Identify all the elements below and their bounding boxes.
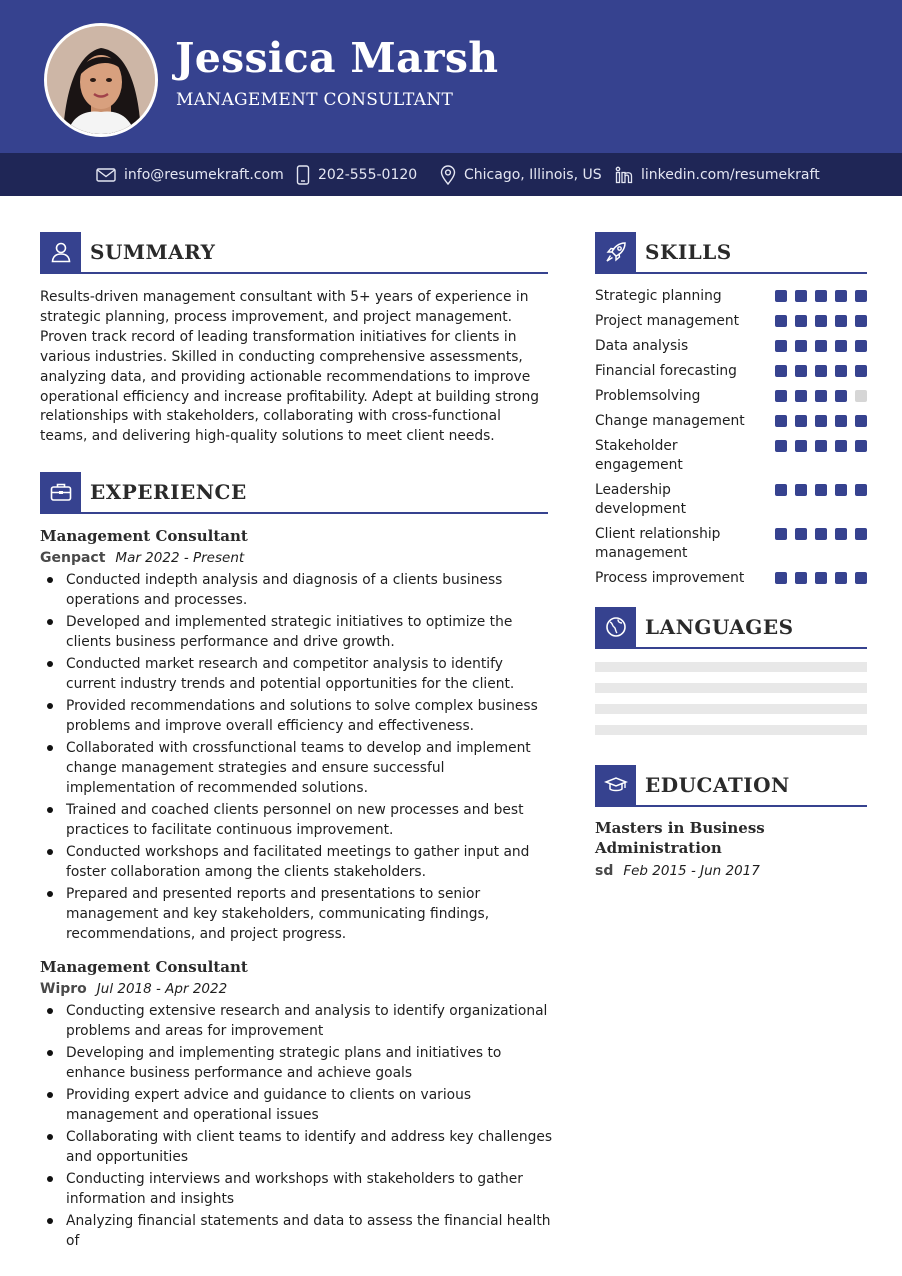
skill-label: Client relationship management xyxy=(595,526,721,561)
portrait-image xyxy=(47,26,155,134)
skill-label: Financial forecasting xyxy=(595,363,737,379)
job-bullets xyxy=(66,1001,552,1253)
contact-email-text: info@resumekraft.com xyxy=(124,166,284,183)
company-name: Genpact xyxy=(40,550,106,566)
skill-label: Change management xyxy=(595,413,745,429)
rating-dot-filled xyxy=(815,340,827,352)
skill-rating xyxy=(775,390,875,402)
summary-text: Results-driven management consultant with 5+ years of experience in strategic planning, process improvement, and project management. Proven track record of leading transformation initiatives for clients in various industries. Skilled in conducting comprehensive assessments, analyzing data, and providing actionable recommendations to improve operational efficiency and increase profitability. Adept at building strong relationships with stakeholders, collaborating with cross-functional teams, and delivering high-quality solutions to meet client needs. xyxy=(40,289,539,445)
job-meta xyxy=(40,548,244,568)
skill-rating xyxy=(775,290,875,302)
skill-label: Stakeholder engagement xyxy=(595,438,683,473)
rating-dot-filled xyxy=(815,572,827,584)
rating-dot-filled xyxy=(815,440,827,452)
section-icon-box xyxy=(595,765,636,805)
education-dates: Feb 2015 - Jun 2017 xyxy=(623,863,760,879)
rating-dot-filled xyxy=(775,315,787,327)
rating-dot-filled xyxy=(835,365,847,377)
skill-rating xyxy=(775,528,875,540)
list-item: Developing and implementing strategic plans and initiatives to enhance business performance and achieve goals xyxy=(66,1043,552,1083)
contact-email[interactable] xyxy=(96,153,284,196)
rating-dot-filled xyxy=(775,365,787,377)
rating-dot-filled xyxy=(775,340,787,352)
education-section-header xyxy=(595,765,867,807)
skill-label: Project management xyxy=(595,313,740,329)
contact-phone-text: 202-555-0120 xyxy=(318,166,418,183)
language-placeholder-bar xyxy=(595,704,867,714)
skill-rating xyxy=(775,415,875,427)
rating-dot-filled xyxy=(775,415,787,427)
list-item: Providing expert advice and guidance to clients on various management and operational issues xyxy=(66,1085,552,1125)
rating-dot-filled xyxy=(775,484,787,496)
phone-icon xyxy=(296,165,310,185)
contact-linkedin[interactable] xyxy=(615,153,820,196)
education-degree: Masters in Business Administration xyxy=(595,819,765,857)
section-icon-box xyxy=(595,607,636,647)
contact-location-text: Chicago, Illinois, US xyxy=(464,166,602,183)
skill-label: Process improvement xyxy=(595,570,745,586)
rating-dot-filled xyxy=(855,572,867,584)
summary-section-header xyxy=(40,232,548,274)
section-icon-box xyxy=(40,232,81,272)
contact-bar xyxy=(0,153,902,196)
job-dates: Jul 2018 - Apr 2022 xyxy=(96,981,228,997)
contact-location xyxy=(440,153,602,196)
rating-dot-filled xyxy=(795,390,807,402)
rating-dot-filled xyxy=(855,315,867,327)
education-meta xyxy=(595,861,760,881)
list-item: Conducting extensive research and analysis to identify organizational problems and areas for improvement xyxy=(66,1001,552,1041)
list-item: Conducting interviews and workshops with stakeholders to gather information and insights xyxy=(66,1169,552,1209)
skill-label: Data analysis xyxy=(595,338,689,354)
experience-section-header xyxy=(40,472,548,514)
rating-dot-filled xyxy=(835,315,847,327)
skill-label: Strategic planning xyxy=(595,288,722,304)
rating-dot-filled xyxy=(775,572,787,584)
rating-dot-filled xyxy=(795,365,807,377)
list-item: Prepared and presented reports and presentations to senior management and key stakeholders, communicating findings, recommendations, and project progress. xyxy=(66,884,552,944)
job-dates: Mar 2022 - Present xyxy=(115,550,245,566)
rating-dot-filled xyxy=(795,528,807,540)
rating-dot-filled xyxy=(815,390,827,402)
list-item: Analyzing financial statements and data to assess the financial health of xyxy=(66,1213,551,1249)
rating-dot-filled xyxy=(815,484,827,496)
skill-rating xyxy=(775,572,875,584)
rating-dot-filled xyxy=(815,528,827,540)
languages-heading: LANGUAGES xyxy=(645,615,794,639)
skill-rating xyxy=(775,315,875,327)
rating-dot-filled xyxy=(795,415,807,427)
rating-dot-filled xyxy=(795,315,807,327)
list-item: Conducted indepth analysis and diagnosis of a clients business operations and processes. xyxy=(66,570,552,610)
briefcase-icon xyxy=(50,482,72,502)
rating-dot-filled xyxy=(835,415,847,427)
list-item: Trained and coached clients personnel on new processes and best practices to facilitate continuous improvement. xyxy=(66,800,552,840)
rating-dot-filled xyxy=(775,390,787,402)
rating-dot-filled xyxy=(835,390,847,402)
contact-linkedin-text: linkedin.com/resumekraft xyxy=(641,166,820,183)
section-icon-box xyxy=(595,232,636,272)
rating-dot-filled xyxy=(815,290,827,302)
list-item: Provided recommendations and solutions to solve complex business problems and improve overall efficiency and effectiveness. xyxy=(66,696,552,736)
rating-dot-filled xyxy=(835,572,847,584)
rating-dot-filled xyxy=(855,528,867,540)
language-placeholder-bar xyxy=(595,662,867,672)
skill-rating xyxy=(775,440,875,452)
rating-dot-filled xyxy=(835,290,847,302)
company-name: Wipro xyxy=(40,981,87,997)
rating-dot-filled xyxy=(835,340,847,352)
language-placeholder-bar xyxy=(595,683,867,693)
job-title: Management Consultant xyxy=(40,527,248,545)
skill-label: Problemsolving xyxy=(595,388,701,404)
languages-section-header xyxy=(595,607,867,649)
job-bullets xyxy=(66,570,552,946)
skill-rating xyxy=(775,365,875,377)
rating-dot-filled xyxy=(855,365,867,377)
candidate-name: Jessica Marsh xyxy=(175,34,499,82)
job-meta xyxy=(40,979,227,999)
language-placeholder-bar xyxy=(595,725,867,735)
skills-section-header xyxy=(595,232,867,274)
list-item: Developed and implemented strategic initiatives to optimize the clients business performance and drive growth. xyxy=(66,612,552,652)
rating-dot-filled xyxy=(835,440,847,452)
rating-dot-filled xyxy=(775,440,787,452)
education-school: sd xyxy=(595,863,614,879)
rating-dot-filled xyxy=(795,290,807,302)
rating-dot-filled xyxy=(815,315,827,327)
rating-dot-filled xyxy=(855,415,867,427)
skill-rating xyxy=(775,484,875,496)
linkedin-icon xyxy=(615,166,633,184)
graduation-cap-icon xyxy=(604,775,628,795)
rating-dot-filled xyxy=(815,365,827,377)
list-item: Collaborated with crossfunctional teams to develop and implement change management strategies and ensure successful implementation of recommended solutions. xyxy=(66,738,552,798)
summary-heading: SUMMARY xyxy=(90,240,216,264)
rating-dot-empty xyxy=(855,390,867,402)
rating-dot-filled xyxy=(855,484,867,496)
contact-phone[interactable] xyxy=(296,153,417,196)
rocket-icon xyxy=(605,241,627,263)
rating-dot-filled xyxy=(795,572,807,584)
user-icon xyxy=(50,241,72,263)
skill-rating xyxy=(775,340,875,352)
rating-dot-filled xyxy=(855,290,867,302)
education-heading: EDUCATION xyxy=(645,773,790,797)
rating-dot-filled xyxy=(775,290,787,302)
avatar xyxy=(44,23,158,137)
experience-heading: EXPERIENCE xyxy=(90,480,247,504)
globe-icon xyxy=(605,616,627,638)
section-icon-box xyxy=(40,472,81,512)
skill-label: Leadership development xyxy=(595,482,687,517)
location-pin-icon xyxy=(440,165,456,185)
rating-dot-filled xyxy=(815,415,827,427)
rating-dot-filled xyxy=(795,340,807,352)
rating-dot-filled xyxy=(855,340,867,352)
candidate-title: MANAGEMENT CONSULTANT xyxy=(176,90,454,110)
job-title: Management Consultant xyxy=(40,958,248,976)
resume-header xyxy=(0,0,902,153)
rating-dot-filled xyxy=(855,440,867,452)
rating-dot-filled xyxy=(835,484,847,496)
rating-dot-filled xyxy=(835,528,847,540)
rating-dot-filled xyxy=(795,484,807,496)
rating-dot-filled xyxy=(775,528,787,540)
list-item: Conducted market research and competitor analysis to identify current industry trends and potential opportunities for the client. xyxy=(66,654,552,694)
mail-icon xyxy=(96,168,116,182)
list-item: Collaborating with client teams to identify and address key challenges and opportunities xyxy=(66,1129,553,1165)
list-item: Conducted workshops and facilitated meetings to gather input and foster collaboration among the clients stakeholders. xyxy=(66,842,552,882)
rating-dot-filled xyxy=(795,440,807,452)
skills-heading: SKILLS xyxy=(645,240,732,264)
